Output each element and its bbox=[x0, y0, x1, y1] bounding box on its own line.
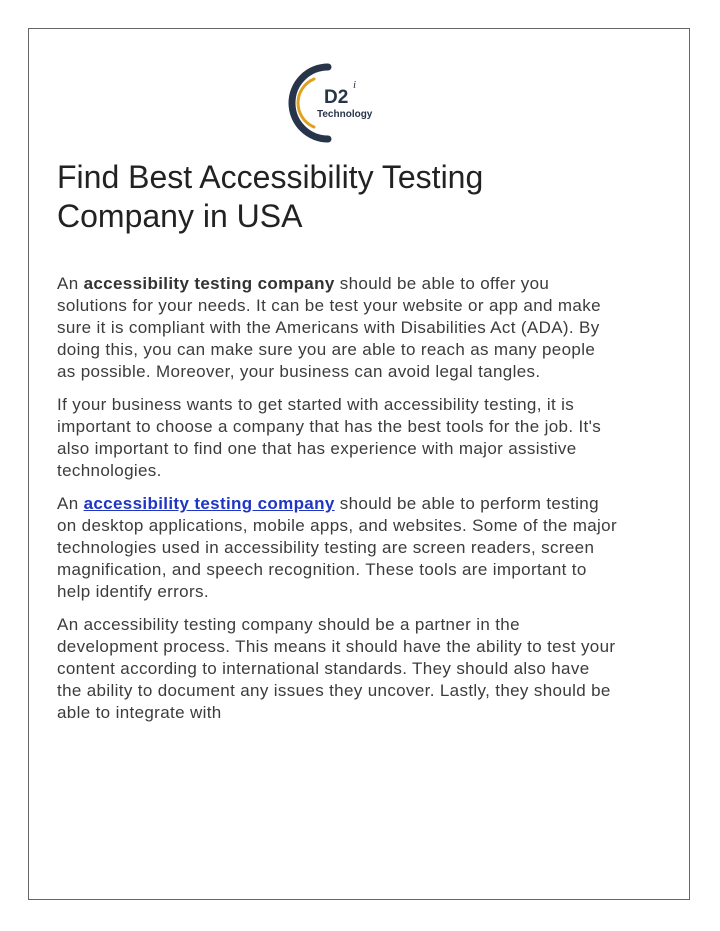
paragraph-1 bbox=[57, 273, 617, 383]
d2i-logo-icon bbox=[284, 61, 384, 145]
logo-subtitle-text: Technology bbox=[317, 109, 373, 120]
page-title: Find Best Accessibility Testing Company in USA bbox=[57, 159, 484, 234]
company-logo bbox=[284, 61, 384, 145]
logo-superscript-text: i bbox=[353, 79, 357, 91]
paragraph-2: If your business wants to get started with accessibility testing, it is important to choose a company that has the best tools for the job. It's also important to find one that has experience with major assistive technologies. bbox=[57, 395, 602, 480]
logo-ring-accent bbox=[298, 79, 314, 127]
paragraph-3-post: should be able to perform testing on desktop applications, mobile apps, and websites. Some of the major technologies used in accessibility testing are screen readers, screen magnification, and speech recognition. These tools are important to help identify errors. bbox=[57, 494, 617, 601]
paragraph-1-pre: An bbox=[57, 274, 84, 293]
accessibility-testing-link[interactable]: accessibility testing company bbox=[83, 494, 335, 513]
logo-brand-text: D2 bbox=[324, 87, 349, 108]
paragraph-3-pre: An bbox=[57, 494, 84, 513]
article-body bbox=[57, 273, 617, 735]
paragraph-1-bold-term: accessibility testing company bbox=[83, 274, 335, 293]
paragraph-4: An accessibility testing company should be a partner in the development process. This means it should have the ability to test your content according to international standards. They should also have the ability to document any issues they uncover. Lastly, they should be able to integrate with bbox=[57, 615, 616, 722]
paragraph-3 bbox=[57, 493, 617, 603]
paragraph-1-post: should be able to offer you solutions for your needs. It can be test your website or app and make sure it is compliant with the Americans with Disabilities Act (ADA). By doing this, you can make sure you are able to reach as many people as possible. Moreover, your business can avoid legal tangles. bbox=[57, 274, 601, 381]
